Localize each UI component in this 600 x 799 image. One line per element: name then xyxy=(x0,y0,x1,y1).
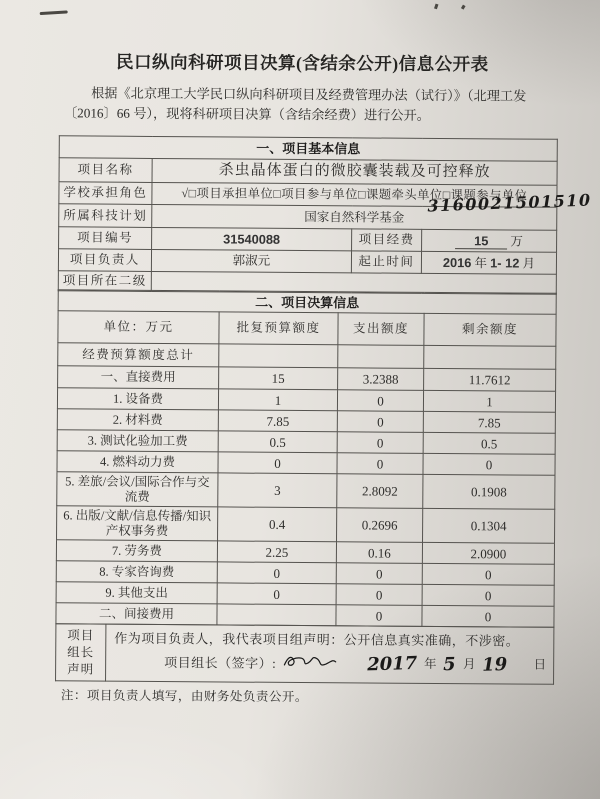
footnote: 注：项目负责人填写，由财务处负责公开。 xyxy=(60,688,308,705)
row-label: 二、间接费用 xyxy=(56,603,217,625)
period-value-cell xyxy=(421,251,556,274)
school-role-label: 学校承担角色 xyxy=(59,182,152,205)
row-remaining: 0 xyxy=(422,563,554,585)
row-remaining: 0 xyxy=(422,605,554,627)
month-char: 月 xyxy=(463,656,476,671)
date-month: 5 xyxy=(443,653,457,675)
program-value: 国家自然科学基金 xyxy=(152,204,557,230)
row-approved: 15 xyxy=(219,367,338,390)
project-number-value: 31540088 xyxy=(152,227,352,250)
period-label: 起止时间 xyxy=(351,251,421,273)
row-remaining: 0.5 xyxy=(423,432,555,454)
row-label: 7. 劳务费 xyxy=(56,540,217,562)
table-row xyxy=(57,506,555,543)
row-spent: 0 xyxy=(336,605,422,627)
signature-scribble xyxy=(282,646,337,676)
row-remaining: 7.85 xyxy=(423,411,555,433)
year-char: 年 xyxy=(423,656,437,671)
day-char: 日 xyxy=(533,657,547,672)
budget-table xyxy=(55,289,556,627)
col-header-approved: 批复预算额度 xyxy=(219,312,338,345)
row-approved: 0 xyxy=(217,583,336,605)
row-remaining: 1 xyxy=(423,390,555,412)
row-spent: 2.8092 xyxy=(337,474,423,509)
row-approved: 2.25 xyxy=(217,541,336,563)
page-title: 民口纵向科研项目决算(含结余公开)信息公开表 xyxy=(115,51,489,75)
program-label: 所属科技计划 xyxy=(59,204,152,228)
col-header-unit: 单位：万元 xyxy=(58,311,219,344)
row-approved: 3 xyxy=(218,473,337,508)
funds-label: 项目经费 xyxy=(352,229,422,251)
side-label-line: 声明 xyxy=(67,661,95,677)
funds-value-cell xyxy=(422,229,557,252)
row-label: 3. 测试化验加工费 xyxy=(57,430,218,452)
signature-line xyxy=(106,647,549,680)
row-remaining: 0 xyxy=(423,453,555,475)
row-spent: 0.2696 xyxy=(337,508,423,543)
row-remaining: 0 xyxy=(422,584,554,606)
row-label: 2. 材料费 xyxy=(57,409,218,431)
project-name-label: 项目名称 xyxy=(59,158,152,183)
declaration-statement: 作为项目负责人，我代表项目组声明：公开信息真实准确，不涉密。 xyxy=(114,630,520,649)
declaration-table xyxy=(55,623,554,684)
row-spent: 0 xyxy=(337,453,423,475)
row-remaining: 0.1908 xyxy=(423,474,555,509)
row-spent: 0.16 xyxy=(336,542,422,564)
period-month-char: 月 xyxy=(522,256,536,271)
col-header-spent: 支出额度 xyxy=(338,313,424,346)
period-months: 1- 12 xyxy=(490,254,520,271)
row-label: 1. 设备费 xyxy=(57,388,218,410)
row-remaining: 0.1304 xyxy=(423,508,555,543)
row-approved: 0.5 xyxy=(218,431,337,453)
print-speck-2 xyxy=(461,5,466,10)
project-name-value: 杀虫晶体蛋白的微胶囊装载及可控释放 xyxy=(152,158,557,185)
basic-info-table xyxy=(58,135,558,294)
row-label: 8. 专家咨询费 xyxy=(56,561,217,583)
declaration-side-label xyxy=(56,624,106,681)
declaration-body xyxy=(106,625,553,684)
date-year: 2017 xyxy=(366,652,418,675)
row-label: 5. 差旅/会议/国际合作与交流费 xyxy=(57,472,218,507)
funds-amount: 15 xyxy=(455,233,507,249)
project-number-label: 项目编号 xyxy=(59,227,152,250)
period-year: 2016 xyxy=(442,254,472,270)
row-spent: 0 xyxy=(337,390,423,412)
intro-line-1: 根据《北京理工大学民口纵向科研项目及经费管理办法（试行）》（北理工发 xyxy=(91,85,527,104)
row-remaining xyxy=(424,345,556,369)
print-speck-1 xyxy=(434,4,438,10)
signature-date xyxy=(363,652,549,676)
handwritten-program-number: 3160021501510 xyxy=(427,190,592,216)
intro-paragraph xyxy=(64,83,564,125)
row-approved: 0 xyxy=(217,562,336,584)
table-row xyxy=(58,343,556,369)
row-approved: 0 xyxy=(218,452,337,474)
funds-unit: 万 xyxy=(510,233,523,249)
row-label: 一、直接费用 xyxy=(58,366,219,389)
side-label-line: 组长 xyxy=(67,644,95,660)
period-year-char: 年 xyxy=(474,255,488,270)
row-spent: 0 xyxy=(337,432,423,454)
leader-value: 郭淑元 xyxy=(151,249,351,272)
row-remaining: 11.7612 xyxy=(424,368,556,391)
pen-mark-top-left xyxy=(40,10,68,14)
row-label: 9. 其他支出 xyxy=(56,582,217,604)
declaration-body-cell xyxy=(106,624,554,684)
row-approved: 0.4 xyxy=(218,507,337,542)
date-day: 19 xyxy=(482,653,508,676)
row-label: 经费预算额度总计 xyxy=(58,343,219,367)
intro-line-2: 〔2016〕66 号），现将科研项目决算（含结余经费）进行公开。 xyxy=(63,104,430,123)
school-role-checkboxes: √□项目承担单位□项目参与单位□课题牵头单位□课题参与单位 xyxy=(152,182,557,207)
row-spent xyxy=(338,345,424,369)
row-approved: 7.85 xyxy=(218,410,337,432)
leader-label: 项目负责人 xyxy=(58,249,151,272)
row-label: 6. 出版/文献/信息传播/知识产权事务费 xyxy=(57,506,218,541)
row-approved xyxy=(217,604,336,626)
row-approved: 1 xyxy=(218,389,337,411)
row-spent: 3.2388 xyxy=(338,368,424,391)
row-spent: 0 xyxy=(336,584,422,606)
col-header-remaining: 剩余额度 xyxy=(424,313,556,346)
side-label-line: 项目 xyxy=(67,627,95,643)
dept-label: 项目所在二级 xyxy=(58,271,151,292)
row-label: 4. 燃料动力费 xyxy=(57,451,218,473)
sign-label: 项目组长（签字）: xyxy=(164,654,277,671)
row-spent: 0 xyxy=(337,411,423,433)
row-approved xyxy=(219,344,338,368)
section-2-header: 二、项目决算信息 xyxy=(58,290,556,314)
row-spent: 0 xyxy=(336,563,422,585)
row-remaining: 2.0900 xyxy=(422,542,554,564)
section-1-header: 一、项目基本信息 xyxy=(59,136,557,161)
table-row xyxy=(57,472,555,509)
